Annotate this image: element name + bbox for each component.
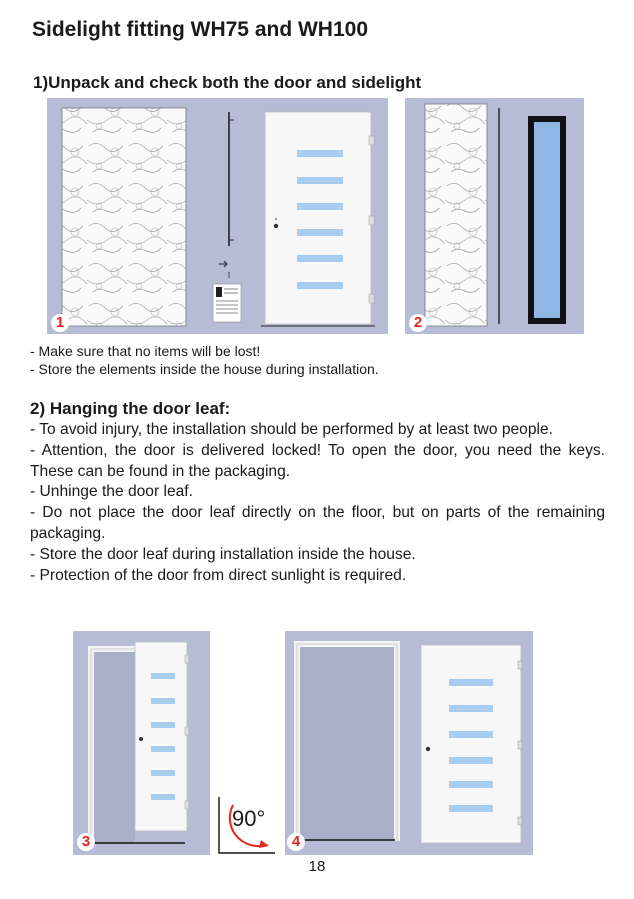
instruction-paragraph: - To avoid injury, the installation should be performed by at least two people.	[30, 421, 553, 438]
note-line: - Store the elements inside the house during installation.	[30, 361, 379, 377]
page-title: Sidelight fitting WH75 and WH100	[32, 18, 369, 41]
instruction-paragraph: - Do not place the door leaf directly on the floor, but on parts of the remaining packaging.	[30, 504, 605, 542]
door-leaf	[265, 112, 371, 324]
section2-instructions	[30, 420, 605, 586]
door-leaf-open	[135, 642, 187, 831]
figure-4-door-removed	[285, 631, 533, 855]
marble-panel	[62, 108, 186, 326]
page-number: 18	[308, 858, 326, 875]
section1-heading: 1)Unpack and check both the door and sidelight	[33, 73, 422, 92]
instruction-paragraph: - Attention, the door is delivered locked! To open the door, you need the keys. These can be found in the packaging.	[30, 441, 605, 480]
figure-2-sidelight	[405, 98, 584, 334]
note-line: - Make sure that no items will be lost!	[30, 343, 261, 359]
figure-2-illustration	[405, 98, 584, 334]
figure-1-illustration	[47, 98, 388, 334]
instruction-paragraph: - Protection of the door from direct sunlight is required.	[30, 566, 407, 584]
marble-panel-narrow	[425, 104, 487, 326]
sidelight-glass	[534, 122, 560, 318]
rotation-label: 90°	[232, 806, 266, 831]
rotation-indicator	[217, 795, 277, 855]
section1-notes	[30, 342, 379, 378]
step-badge-3: 3	[77, 833, 95, 851]
figure-3-open-door	[73, 631, 210, 855]
instruction-paragraph: - Unhinge the door leaf.	[30, 483, 193, 501]
figure-4-illustration	[285, 631, 533, 855]
step-badge-4: 4	[287, 833, 305, 851]
figure-3-illustration	[73, 631, 210, 855]
figure-1-unpack	[47, 98, 388, 334]
instruction-paragraph: - Store the door leaf during installation inside the house.	[30, 545, 416, 563]
step-badge-2: 2	[409, 314, 427, 332]
door-leaf-removed	[421, 645, 521, 843]
step-badge-1: 1	[51, 314, 69, 332]
section2-heading: 2) Hanging the door leaf:	[30, 399, 231, 418]
